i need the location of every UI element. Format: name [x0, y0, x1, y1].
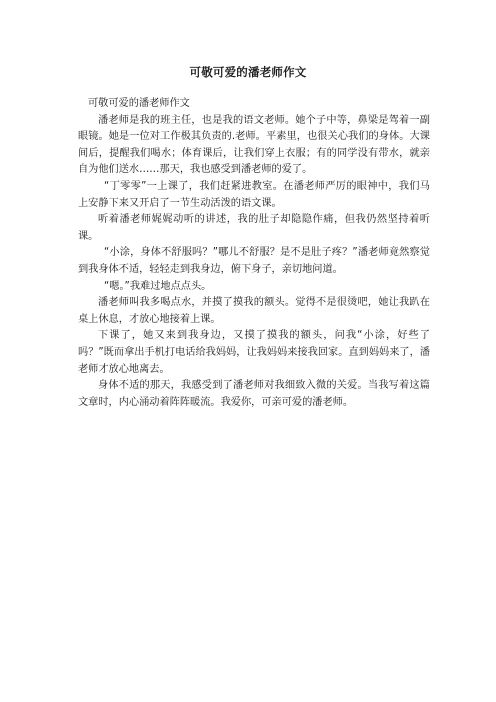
paragraph: “小涂，身体不舒服吗？”哪儿不舒服？是不是肚子疼？”潘老师竟然察觉到我身体不适，轻轻走到我身边，俯下身子，亲切地问道。	[78, 247, 430, 275]
paragraph: “丁零零”一上课了，我们赶紧进教室。在潘老师严厉的眼神中，我们马上安静下来又开启了一节生动活泼的语文课。	[78, 180, 430, 209]
paragraph: 听着潘老师娓娓动听的讲述，我的肚子却隐隐作痛，但我仍然坚持着听课。	[78, 214, 430, 242]
paragraph: 潘老师是我的班主任，也是我的语文老师。她个子中等，鼻梁是驾着一副眼镜。她是一位对工作极其负责的.老师。平素里，也很关心我们的身体。大课间后，提醒我们喝水；体育课后，让我们穿上衣服；有的同学没有带水，就亲自为他们送水……那天，我也感受到潘老师的爱了。	[78, 114, 430, 176]
paragraph: “嗯。”我难过地点点头。	[104, 280, 212, 292]
document-body	[78, 96, 430, 411]
paragraph: 潘老师叫我多喝点水，并摸了摸我的额头。觉得不是很烫吧，她让我趴在桌上休息，才放心地接着上课。	[78, 297, 430, 325]
paragraph: 下课了，她又来到我身边，又摸了摸我的额头，问我“小涂，好些了吗？”既而拿出手机打电话给我妈妈，让我妈妈来接我回家。直到妈妈来了，潘老师才放心地离去。	[78, 330, 430, 375]
document-subtitle: 可敬可爱的潘老师作文	[88, 98, 190, 109]
document-title: 可敬可爱的潘老师作文	[189, 65, 307, 79]
paragraph: 身体不适的那天，我感受到了潘老师对我细致入微的关爱。当我写着这篇文章时，内心涌动着阵阵暖流。我爱你，可亲可爱的潘老师。	[78, 380, 430, 408]
